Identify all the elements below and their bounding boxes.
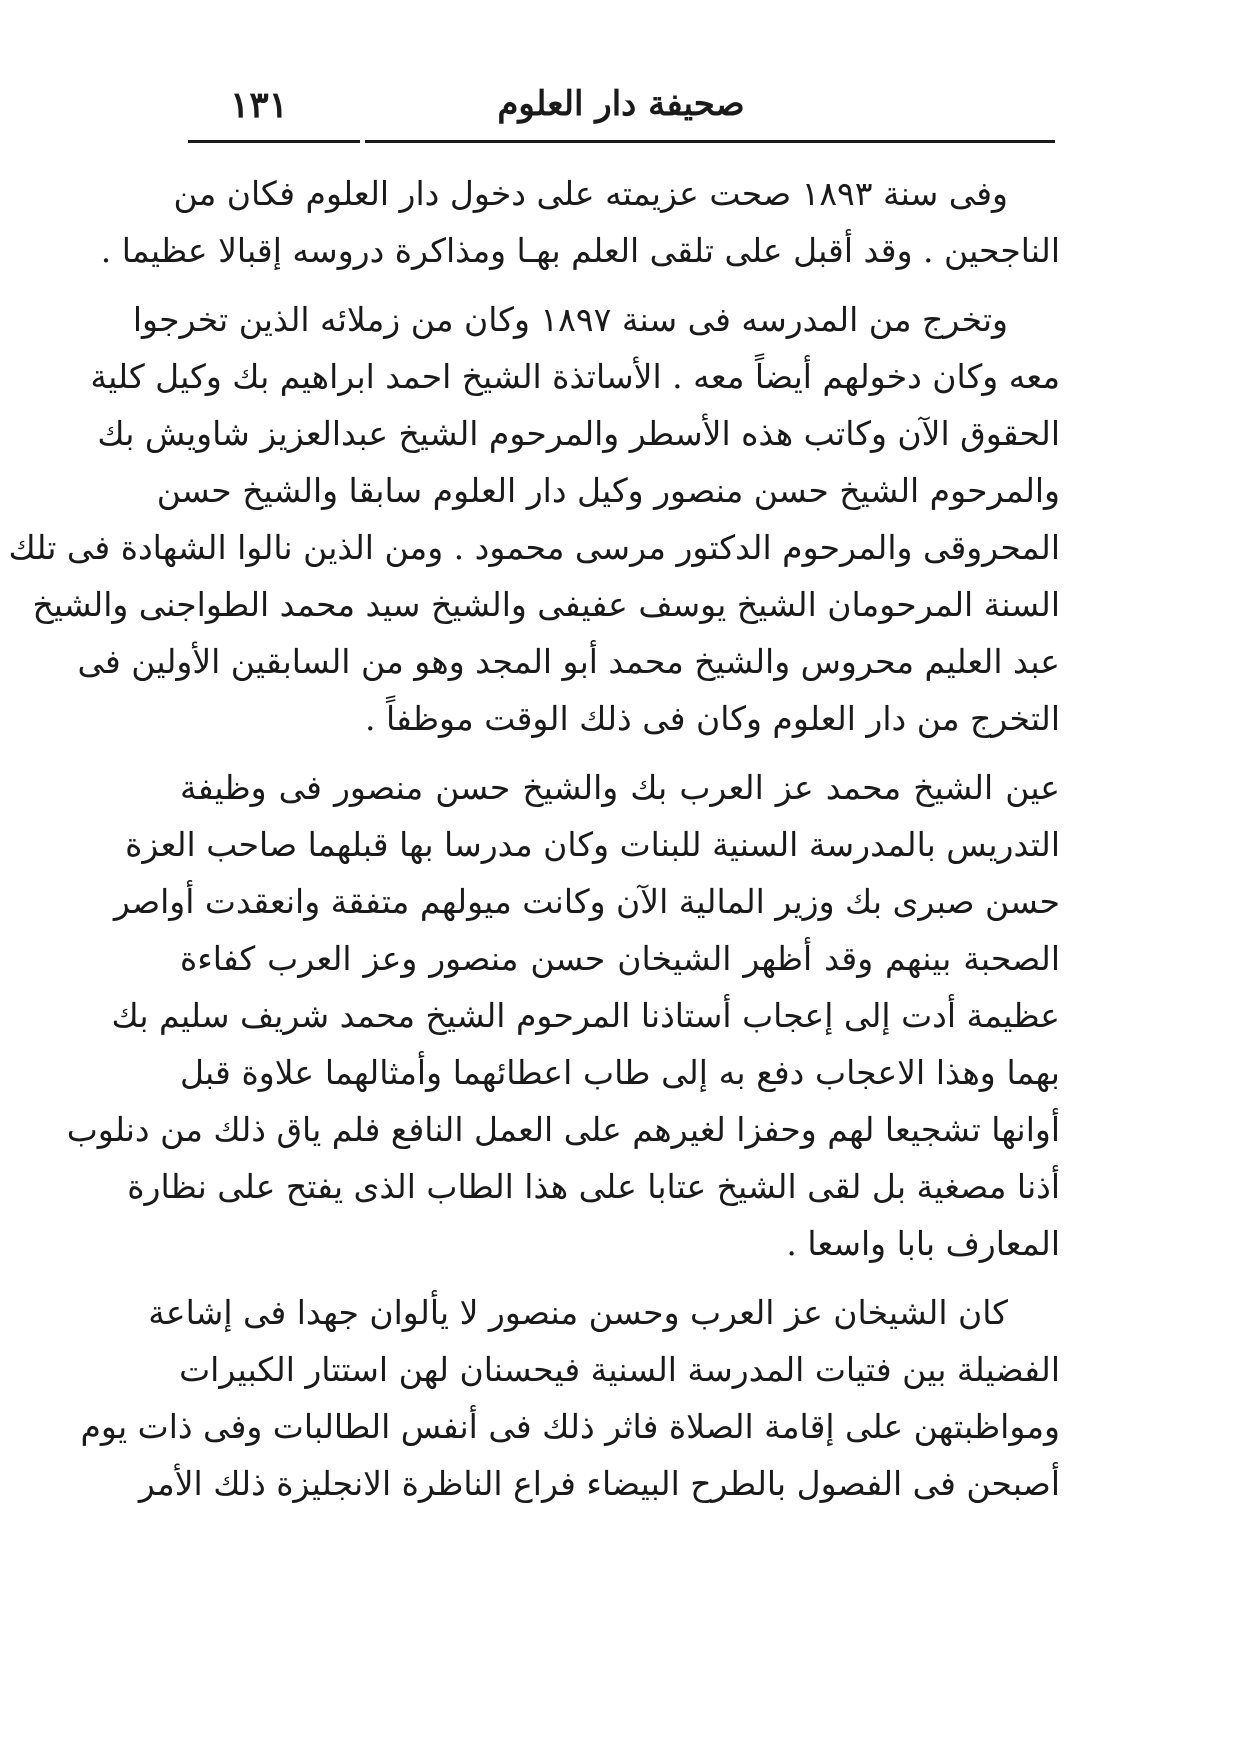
text-line: الناجحين . وقد أقبل على تلقى العلم بهـا ومذاكرة دروسه إقبالا عظيما .: [100, 231, 1060, 270]
text-line: عبد العليم محروس والشيخ محمد أبو المجد وهو من السابقين الأولين فى: [77, 642, 1060, 681]
paragraph-gap: [180, 747, 1060, 759]
page-number: ١٣١: [230, 84, 289, 126]
text-line: الفضيلة بين فتيات المدرسة السنية فيحسنان لهن استتار الكبيرات: [179, 1350, 1060, 1389]
text-line: التدريس بالمدرسة السنية للبنات وكان مدرسا بها قبلهما صاحب العزة: [125, 825, 1060, 864]
text-line: كان الشيخان عز العرب وحسن منصور لا يألوان جهدا فى إشاعة: [148, 1293, 1008, 1332]
body-text: [8, 165, 1061, 1512]
text-line: عظيمة أدت إلى إعجاب أستاذنا المرحوم الشيخ محمد شريف سليم بك: [111, 996, 1060, 1035]
text-line: السنة المرحومان الشيخ يوسف عفيفى والشيخ سيد محمد الطواجنى والشيخ: [32, 585, 1060, 624]
text-line: الصحبة بينهم وقد أظهر الشيخان حسن منصور وعز العرب كفاءة: [180, 939, 1061, 978]
paragraph-gap: [180, 279, 1060, 291]
text-line: حسن صبرى بك وزير المالية الآن وكانت ميولهم متفقة وانعقدت أواصر: [113, 882, 1060, 921]
text-line: أوانها تشجيعا لهم وحفزا لغيرهم على العمل النافع فلم ياق ذلك من دنلوب: [66, 1110, 1060, 1149]
text-line: عين الشيخ محمد عز العرب بك والشيخ حسن منصور فى وظيفة: [180, 768, 1060, 807]
text-line: وتخرج من المدرسه فى سنة ١٨٩٧ وكان من زملائه الذين تخرجوا: [132, 300, 1008, 339]
text-line: الحقوق الآن وكاتب هذه الأسطر والمرحوم الشيخ عبدالعزيز شاويش بك: [97, 414, 1060, 453]
text-line: معه وكان دخولهم أيضاً معه . الأساتذة الشيخ احمد ابراهيم بك وكيل كلية: [90, 357, 1060, 396]
text-line: التخرج من دار العلوم وكان فى ذلك الوقت موظفاً .: [365, 699, 1060, 738]
text-line: والمرحوم الشيخ حسن منصور وكيل دار العلوم سابقا والشيخ حسن: [156, 471, 1060, 510]
running-title: صحيفة دار العلوم: [497, 84, 745, 124]
text-line: أذنا مصغية بل لقى الشيخ عتابا على هذا الطاب الذى يفتح على نظارة: [127, 1167, 1060, 1206]
text-line: أصبحن فى الفصول بالطرح البيضاء فراع الناظرة الانجليزة ذلك الأمر: [138, 1464, 1060, 1503]
header-rule-left: [188, 140, 360, 143]
header-rule-right: [365, 140, 1055, 143]
page-header: [188, 80, 1054, 140]
text-line: المعارف بابا واسعا .: [786, 1224, 1060, 1263]
text-line: المحروقى والمرحوم الدكتور مرسى محمود . ومن الذين نالوا الشهادة فى تلك: [8, 528, 1060, 567]
text-line: بهما وهذا الاعجاب دفع به إلى طاب اعطائهما وأمثالهما علاوة قبل: [180, 1053, 1060, 1092]
text-line: وفى سنة ١٨٩٣ صحت عزيمته على دخول دار العلوم فكان من: [173, 174, 1008, 213]
text-line: ومواظبتهن على إقامة الصلاة فاثر ذلك فى أنفس الطالبات وفى ذات يوم: [80, 1407, 1060, 1446]
paragraph-gap: [180, 1272, 1060, 1284]
